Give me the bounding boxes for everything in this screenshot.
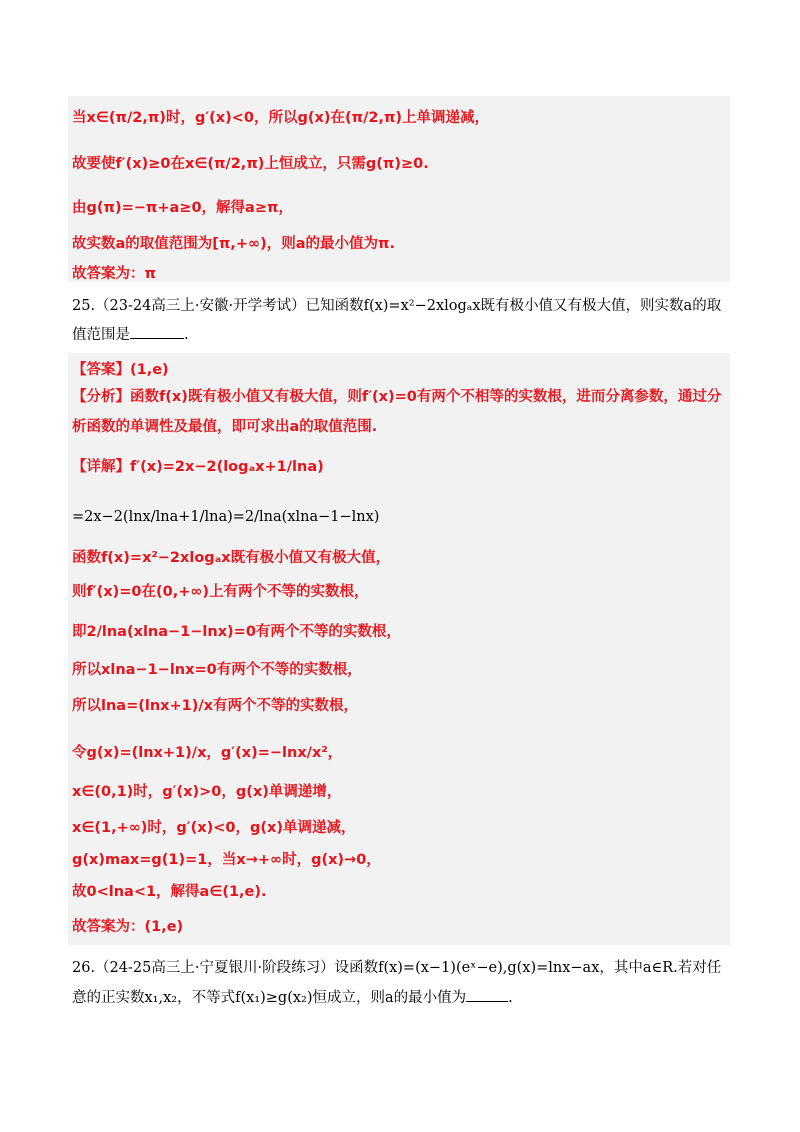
detail-line: 故0<lna<1，解得a∈(1,e). [72, 884, 267, 900]
analysis-line: 析函数的单调性及最值，即可求出a的取值范围. [72, 419, 378, 435]
detail-line: 函数f(x)=x²−2xlogₐx既有极小值又有极大值， [72, 550, 391, 566]
solution-line: 由g(π)=−π+a≥0，解得a≥π， [72, 200, 293, 216]
detail-line: 则f′(x)=0在(0,+∞)上有两个不等的实数根， [72, 584, 369, 600]
detail-line: 即2/lna(xlna−1−lnx)=0有两个不等的实数根， [72, 624, 401, 640]
detail-line: 所以xlna−1−lnx=0有两个不等的实数根， [72, 662, 362, 678]
question-26-line2 [72, 986, 513, 1010]
solution-line: 故实数a的取值范围为[π,+∞)，则a的最小值为π. [72, 236, 396, 252]
answer-line: 【答案】(1,e) [72, 362, 169, 378]
detail-line: x∈(0,1)时，g′(x)>0，g(x)单调递增， [72, 784, 342, 800]
detail-line: x∈(1,+∞)时，g′(x)<0，g(x)单调递减， [72, 820, 356, 836]
question-26-line1: 26.（24-25高三上·宁夏银川·阶段练习）设函数f(x)=(x−1)(eˣ−e),g(x)=lnx−ax，其中a∈R.若对任 [72, 960, 722, 976]
answer-line: 故答案为：π [72, 266, 156, 282]
question-text: . [508, 990, 513, 1006]
answer-line: 故答案为：(1,e) [72, 919, 184, 935]
solution-line: 当x∈(π/2,π)时，g′(x)<0，所以g(x)在(π/2,π)上单调递减， [72, 110, 490, 126]
detail-line: =2x−2(lnx/lna+1/lna)=2/lna(xlna−1−lnx) [72, 509, 380, 525]
question-25-line1: 25.（23-24高三上·安徽·开学考试）已知函数f(x)=x²−2xlogₐx既有极小值又有极大值，则实数a的取 [72, 298, 722, 314]
solution-line: 故要使f′(x)≥0在x∈(π/2,π)上恒成立，只需g(π)≥0. [72, 156, 429, 172]
detail-line: 所以lna=(lnx+1)/x有两个不等的实数根， [72, 698, 359, 714]
answer-blank [130, 324, 184, 339]
question-25-line2 [72, 323, 189, 347]
analysis-line: 【分析】函数f(x)既有极小值又有极大值，则f′(x)=0有两个不相等的实数根，进而分离参数，通过分 [72, 389, 722, 405]
detail-line: 【详解】f′(x)=2x−2(logₐx+1/lna) [72, 459, 324, 475]
question-text: 意的正实数x₁,x₂，不等式f(x₁)≥g(x₂)恒成立，则a的最小值为 [72, 990, 467, 1006]
detail-line: g(x)max=g(1)=1，当x→+∞时，g(x)→0， [72, 852, 381, 868]
question-text: 值范围是 [72, 327, 130, 343]
answer-blank [466, 987, 508, 1002]
detail-line: 令g(x)=(lnx+1)/x，g′(x)=−lnx/x²， [72, 745, 343, 761]
question-text: . [184, 327, 189, 343]
